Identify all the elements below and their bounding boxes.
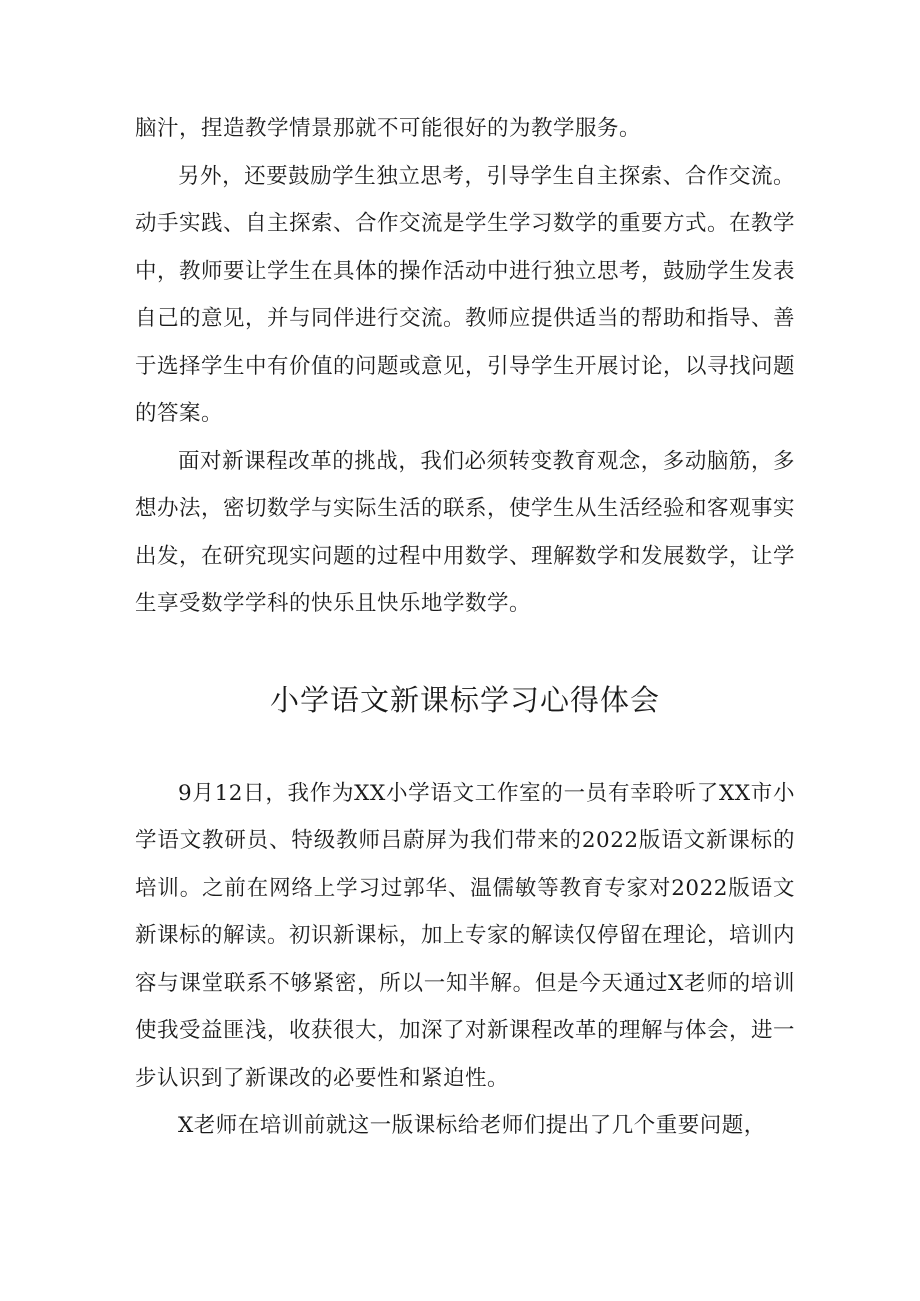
- paragraph-training-questions: X老师在培训前就这一版课标给老师们提出了几个重要问题，: [178, 1113, 766, 1138]
- paragraph-continued: 脑汁，捏造教学情景那就不可能很好的为教学服务。: [135, 116, 642, 141]
- paragraph-independent-thinking: 另外，还要鼓励学生独立思考，引导学生自主探索、合作交流。动手实践、自主探索、合作交流是学生学习数学的重要方式。在教学中，教师要让学生在具体的操作活动中进行独立思考，鼓励学生发表自己的意见，并与同伴进行交流。教师应提供适当的帮助和指导、善于选择学生中有价值的问题或意见，引导学生开展讨论，以寻找问题的答案。: [135, 163, 796, 426]
- document-title: 小学语文新课标学习心得体会: [269, 682, 660, 717]
- paragraph-training-intro: 9月12日，我作为XX小学语文工作室的一员有幸聆听了XX市小学语文教研员、特级教师吕蔚屏为我们带来的2022版语文新课标的培训。之前在网络上学习过郭华、温儒敏等教育专家对2022版语文新课标的解读。初识新课标，加上专家的解读仅停留在理论，培训内容与课堂联系不够紧密，所以一知半解。但是今天通过X老师的培训使我受益匪浅，收获很大，加深了对新课程改革的理解与体会，进一步认识到了新课改的必要性和紧迫性。: [135, 780, 796, 1091]
- paragraph-curriculum-reform: 面对新课程改革的挑战，我们必须转变教育观念，多动脑筋，多想办法，密切数学与实际生活的联系，使学生从生活经验和客观事实出发，在研究现实问题的过程中用数学、理解数学和发展数学，让学生享受数学学科的快乐且快乐地学数学。: [135, 448, 796, 616]
- title-block: [135, 680, 795, 720]
- document-page: [135, 105, 795, 1150]
